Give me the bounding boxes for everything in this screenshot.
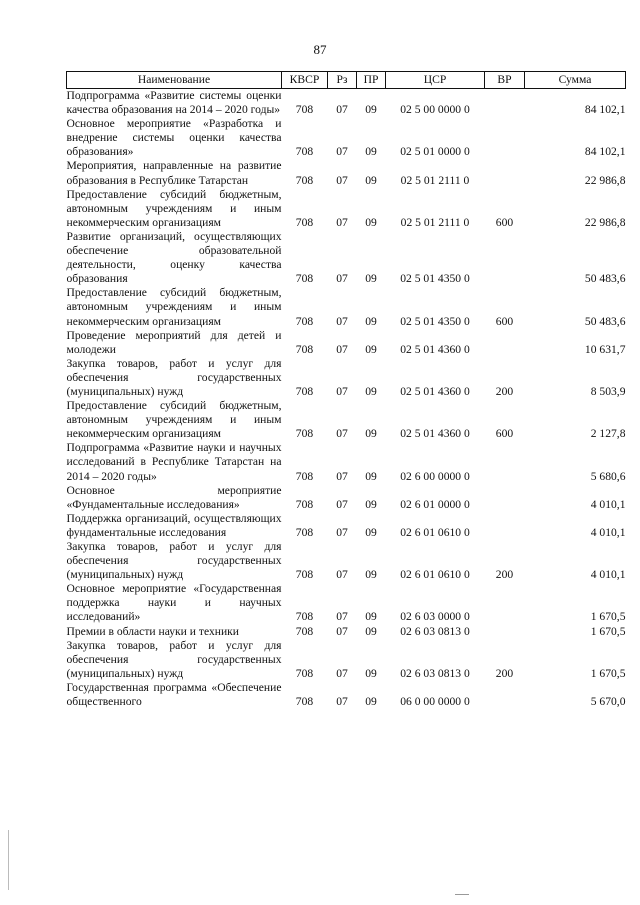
cell-csr: 02 6 03 0000 0 bbox=[400, 610, 470, 624]
cell-pr: 09 bbox=[365, 215, 377, 229]
cell-name: Подпрограмма «Развитие науки и научных исследований в Республике Татарстан на 2014 – 2020 годы» bbox=[66, 441, 282, 483]
cell-csr: 02 6 01 0610 0 bbox=[400, 525, 470, 539]
cell-vr: 200 bbox=[495, 666, 514, 680]
cell-vr: 600 bbox=[495, 215, 514, 229]
cell-kvsr: 708 bbox=[295, 497, 314, 511]
cell-name: Государственная программа «Обеспечение общественного bbox=[66, 680, 282, 709]
column-header-rz: Рз bbox=[328, 72, 357, 89]
cell-kvsr: 708 bbox=[295, 384, 314, 398]
table-row bbox=[67, 441, 626, 483]
cell-name: Предоставление субсидий бюджетным, автономным учреждениям и иным некоммерческим организациям bbox=[66, 399, 282, 441]
table-body bbox=[67, 89, 626, 710]
table-row bbox=[67, 188, 626, 230]
cell-sum: 22 986,8 bbox=[584, 215, 626, 229]
cell-csr: 02 5 01 4360 0 bbox=[400, 427, 470, 441]
cell-rz: 07 bbox=[336, 215, 348, 229]
cell-name: Поддержка организаций, осуществляющих фундаментальные исследования bbox=[66, 511, 282, 539]
cell-sum: 5 680,6 bbox=[590, 469, 626, 483]
column-header-name: Наименование bbox=[67, 72, 282, 89]
table-row bbox=[67, 484, 626, 512]
cell-kvsr: 708 bbox=[295, 525, 314, 539]
cell-name: Развитие организаций, осуществляющих обеспечение образовательной деятельности, оценку качества образования bbox=[66, 229, 282, 286]
cell-pr: 09 bbox=[365, 568, 377, 582]
table-header bbox=[67, 72, 626, 89]
cell-pr: 09 bbox=[365, 342, 377, 356]
cell-rz: 07 bbox=[336, 624, 348, 638]
column-header-kvsr: КВСР bbox=[282, 72, 328, 89]
cell-name: Предоставление субсидий бюджетным, автономным учреждениям и иным некоммерческим организациям bbox=[66, 187, 282, 229]
scan-speck bbox=[455, 894, 469, 895]
cell-kvsr: 708 bbox=[295, 173, 314, 187]
column-header-sum: Сумма bbox=[525, 72, 626, 89]
cell-kvsr: 708 bbox=[295, 145, 314, 159]
cell-vr bbox=[485, 441, 525, 483]
table-row bbox=[67, 117, 626, 159]
cell-kvsr: 708 bbox=[295, 427, 314, 441]
cell-pr: 09 bbox=[365, 314, 377, 328]
cell-rz: 07 bbox=[336, 469, 348, 483]
cell-pr: 09 bbox=[365, 610, 377, 624]
cell-rz: 07 bbox=[336, 568, 348, 582]
cell-csr: 02 5 01 0000 0 bbox=[400, 145, 470, 159]
cell-vr bbox=[485, 681, 525, 709]
cell-sum: 84 102,1 bbox=[584, 103, 626, 117]
scan-margin-mark bbox=[8, 830, 9, 890]
cell-csr: 02 6 01 0610 0 bbox=[400, 568, 470, 582]
cell-csr: 06 0 00 0000 0 bbox=[400, 695, 470, 709]
cell-rz: 07 bbox=[336, 666, 348, 680]
cell-kvsr: 708 bbox=[295, 610, 314, 624]
table-row bbox=[67, 159, 626, 187]
column-header-csr: ЦСР bbox=[386, 72, 485, 89]
table-row bbox=[67, 230, 626, 286]
cell-pr: 09 bbox=[365, 173, 377, 187]
page-number: 87 bbox=[313, 42, 327, 57]
cell-vr bbox=[485, 89, 525, 118]
cell-kvsr: 708 bbox=[295, 624, 314, 638]
cell-sum: 50 483,6 bbox=[584, 314, 626, 328]
cell-rz: 07 bbox=[336, 173, 348, 187]
cell-name: Проведение мероприятий для детей и молодежи bbox=[66, 328, 282, 356]
cell-sum: 22 986,8 bbox=[584, 173, 626, 187]
cell-sum: 5 670,0 bbox=[590, 695, 626, 709]
cell-csr: 02 6 01 0000 0 bbox=[400, 497, 470, 511]
cell-name: Закупка товаров, работ и услуг для обеспечения государственных (муниципальных) нужд bbox=[66, 638, 282, 680]
cell-vr bbox=[485, 582, 525, 624]
cell-kvsr: 708 bbox=[295, 272, 314, 286]
cell-name: Основное мероприятие «Государственная поддержка науки и научных исследований» bbox=[66, 582, 282, 624]
cell-vr: 600 bbox=[495, 427, 514, 441]
cell-pr: 09 bbox=[365, 525, 377, 539]
cell-sum: 4 010,1 bbox=[590, 497, 626, 511]
table-row bbox=[67, 582, 626, 624]
cell-pr: 09 bbox=[365, 145, 377, 159]
cell-vr bbox=[485, 159, 525, 187]
cell-name: Подпрограмма «Развитие системы оценки качества образования на 2014 – 2020 годы» bbox=[66, 89, 282, 117]
cell-pr: 09 bbox=[365, 103, 377, 117]
cell-kvsr: 708 bbox=[295, 666, 314, 680]
column-header-vr: ВР bbox=[485, 72, 525, 89]
table-row bbox=[67, 681, 626, 709]
cell-vr bbox=[485, 512, 525, 540]
cell-rz: 07 bbox=[336, 272, 348, 286]
cell-rz: 07 bbox=[336, 103, 348, 117]
cell-vr bbox=[485, 329, 525, 357]
table-row bbox=[67, 399, 626, 441]
cell-rz: 07 bbox=[336, 427, 348, 441]
cell-sum: 84 102,1 bbox=[584, 145, 626, 159]
cell-vr: 200 bbox=[495, 384, 514, 398]
cell-csr: 02 6 03 0813 0 bbox=[400, 666, 470, 680]
table-row bbox=[67, 357, 626, 399]
cell-vr bbox=[485, 625, 525, 639]
cell-sum: 1 670,5 bbox=[590, 666, 626, 680]
cell-sum: 1 670,5 bbox=[590, 610, 626, 624]
cell-vr bbox=[485, 484, 525, 512]
cell-csr: 02 5 01 4360 0 bbox=[400, 384, 470, 398]
table-row bbox=[67, 625, 626, 639]
cell-sum: 8 503,9 bbox=[590, 384, 626, 398]
cell-pr: 09 bbox=[365, 384, 377, 398]
cell-sum: 4 010,1 bbox=[590, 568, 626, 582]
cell-name: Предоставление субсидий бюджетным, автономным учреждениям и иным некоммерческим организациям bbox=[66, 286, 282, 328]
cell-kvsr: 708 bbox=[295, 314, 314, 328]
cell-pr: 09 bbox=[365, 469, 377, 483]
cell-sum: 50 483,6 bbox=[584, 272, 626, 286]
cell-pr: 09 bbox=[365, 666, 377, 680]
cell-rz: 07 bbox=[336, 497, 348, 511]
cell-vr: 600 bbox=[495, 314, 514, 328]
cell-csr: 02 5 01 4360 0 bbox=[400, 342, 470, 356]
cell-rz: 07 bbox=[336, 610, 348, 624]
cell-csr: 02 5 00 0000 0 bbox=[400, 103, 470, 117]
cell-sum: 1 670,5 bbox=[590, 624, 626, 638]
cell-pr: 09 bbox=[365, 695, 377, 709]
cell-rz: 07 bbox=[336, 314, 348, 328]
cell-kvsr: 708 bbox=[295, 568, 314, 582]
cell-kvsr: 708 bbox=[295, 342, 314, 356]
table-row bbox=[67, 512, 626, 540]
cell-csr: 02 5 01 2111 0 bbox=[400, 215, 470, 229]
cell-csr: 02 6 00 0000 0 bbox=[400, 469, 470, 483]
cell-sum: 4 010,1 bbox=[590, 525, 626, 539]
cell-pr: 09 bbox=[365, 427, 377, 441]
cell-kvsr: 708 bbox=[295, 103, 314, 117]
cell-name: Основное мероприятие «Разработка и внедрение системы оценки качества образования» bbox=[66, 117, 282, 159]
cell-vr bbox=[485, 117, 525, 159]
cell-rz: 07 bbox=[336, 384, 348, 398]
cell-pr: 09 bbox=[365, 272, 377, 286]
cell-name: Основное мероприятие «Фундаментальные исследования» bbox=[66, 483, 282, 511]
cell-csr: 02 5 01 4350 0 bbox=[400, 272, 470, 286]
table-row bbox=[67, 639, 626, 681]
cell-name: Премии в области науки и техники bbox=[66, 624, 239, 638]
cell-rz: 07 bbox=[336, 525, 348, 539]
cell-csr: 02 6 03 0813 0 bbox=[400, 624, 470, 638]
table-row bbox=[67, 89, 626, 118]
cell-rz: 07 bbox=[336, 145, 348, 159]
cell-kvsr: 708 bbox=[295, 469, 314, 483]
cell-kvsr: 708 bbox=[295, 215, 314, 229]
column-header-pr: ПР bbox=[357, 72, 386, 89]
cell-rz: 07 bbox=[336, 342, 348, 356]
cell-name: Мероприятия, направленные на развитие образования в Республике Татарстан bbox=[66, 159, 282, 187]
table-row bbox=[67, 329, 626, 357]
cell-name: Закупка товаров, работ и услуг для обеспечения государственных (муниципальных) нужд bbox=[66, 356, 282, 398]
cell-sum: 2 127,8 bbox=[590, 427, 626, 441]
cell-csr: 02 5 01 4350 0 bbox=[400, 314, 470, 328]
cell-sum: 10 631,7 bbox=[584, 342, 626, 356]
table-row bbox=[67, 286, 626, 328]
cell-name: Закупка товаров, работ и услуг для обеспечения государственных (муниципальных) нужд bbox=[66, 540, 282, 582]
cell-rz: 07 bbox=[336, 695, 348, 709]
cell-vr bbox=[485, 230, 525, 286]
cell-kvsr: 708 bbox=[295, 695, 314, 709]
table-row bbox=[67, 540, 626, 582]
cell-csr: 02 5 01 2111 0 bbox=[400, 173, 470, 187]
budget-table bbox=[66, 71, 626, 709]
cell-vr: 200 bbox=[495, 568, 514, 582]
cell-pr: 09 bbox=[365, 497, 377, 511]
cell-pr: 09 bbox=[365, 624, 377, 638]
